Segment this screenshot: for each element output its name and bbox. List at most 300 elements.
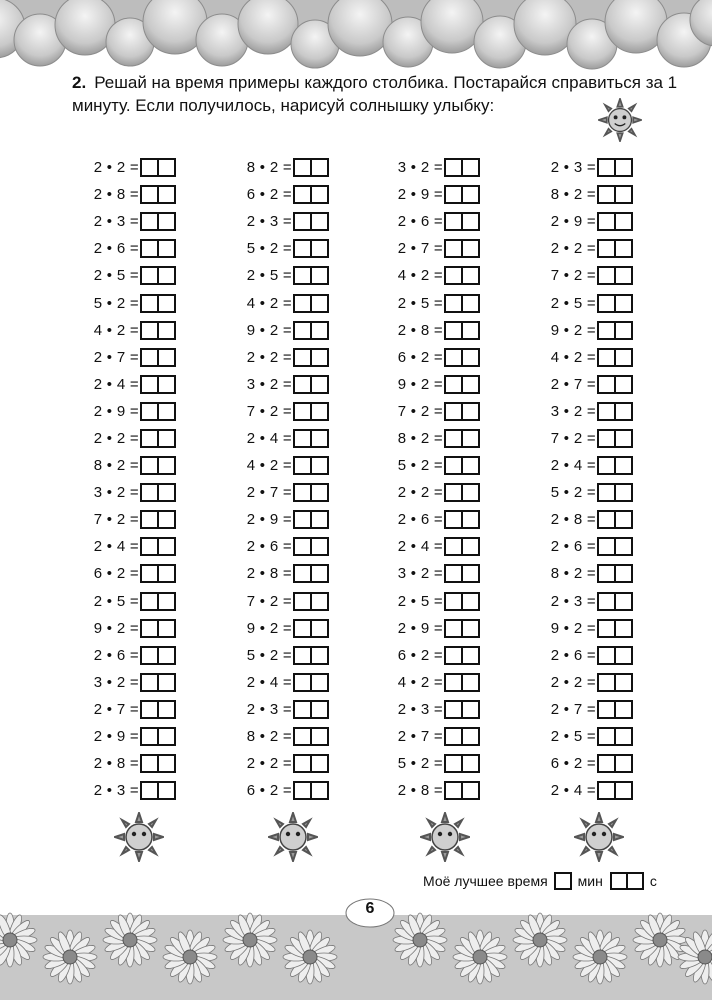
answer-box[interactable] [140, 212, 176, 231]
answer-cell[interactable] [463, 646, 480, 665]
answer-box[interactable] [140, 402, 176, 421]
answer-box[interactable] [444, 321, 480, 340]
answer-cell[interactable] [159, 429, 176, 448]
answer-cell[interactable] [159, 158, 176, 177]
sun-icon[interactable] [420, 812, 470, 862]
answer-box[interactable] [597, 564, 633, 583]
answer-cell[interactable] [444, 185, 463, 204]
answer-cell[interactable] [444, 619, 463, 638]
answer-cell[interactable] [312, 483, 329, 502]
answer-cell[interactable] [293, 348, 312, 367]
answer-cell[interactable] [597, 375, 616, 394]
answer-cell[interactable] [159, 564, 176, 583]
answer-cell[interactable] [312, 700, 329, 719]
answer-cell[interactable] [463, 754, 480, 773]
answer-cell[interactable] [140, 673, 159, 692]
answer-cell[interactable] [293, 158, 312, 177]
answer-box[interactable] [293, 294, 329, 313]
answer-cell[interactable] [293, 429, 312, 448]
answer-box[interactable] [597, 646, 633, 665]
answer-cell[interactable] [444, 592, 463, 611]
answer-box[interactable] [140, 266, 176, 285]
answer-cell[interactable] [463, 483, 480, 502]
answer-box[interactable] [597, 727, 633, 746]
answer-box[interactable] [293, 158, 329, 177]
answer-cell[interactable] [597, 673, 616, 692]
answer-cell[interactable] [444, 375, 463, 394]
answer-box[interactable] [444, 212, 480, 231]
minutes-answer-box[interactable] [554, 872, 572, 890]
answer-cell[interactable] [616, 781, 633, 800]
answer-cell[interactable] [140, 321, 159, 340]
sun-icon[interactable] [268, 812, 318, 862]
answer-cell[interactable] [616, 185, 633, 204]
answer-box[interactable] [444, 375, 480, 394]
answer-box[interactable] [293, 456, 329, 475]
answer-cell[interactable] [159, 294, 176, 313]
answer-cell[interactable] [140, 239, 159, 258]
answer-box[interactable] [140, 564, 176, 583]
answer-cell[interactable] [293, 402, 312, 421]
answer-cell[interactable] [444, 483, 463, 502]
answer-cell[interactable] [140, 158, 159, 177]
answer-cell[interactable] [312, 727, 329, 746]
answer-box[interactable] [293, 727, 329, 746]
answer-cell[interactable] [159, 402, 176, 421]
answer-box[interactable] [140, 456, 176, 475]
answer-cell[interactable] [463, 321, 480, 340]
answer-cell[interactable] [312, 564, 329, 583]
answer-cell[interactable] [610, 872, 628, 890]
answer-cell[interactable] [140, 510, 159, 529]
answer-cell[interactable] [463, 673, 480, 692]
answer-cell[interactable] [444, 158, 463, 177]
answer-box[interactable] [597, 294, 633, 313]
answer-cell[interactable] [616, 592, 633, 611]
answer-cell[interactable] [312, 754, 329, 773]
answer-box[interactable] [293, 266, 329, 285]
answer-cell[interactable] [463, 185, 480, 204]
answer-cell[interactable] [140, 646, 159, 665]
answer-cell[interactable] [444, 754, 463, 773]
answer-box[interactable] [444, 619, 480, 638]
answer-cell[interactable] [293, 294, 312, 313]
answer-cell[interactable] [597, 754, 616, 773]
sun-icon[interactable] [574, 812, 624, 862]
answer-box[interactable] [444, 158, 480, 177]
answer-cell[interactable] [140, 294, 159, 313]
answer-cell[interactable] [293, 483, 312, 502]
answer-cell[interactable] [628, 872, 644, 890]
answer-cell[interactable] [616, 537, 633, 556]
answer-cell[interactable] [616, 456, 633, 475]
answer-box[interactable] [597, 348, 633, 367]
answer-box[interactable] [597, 510, 633, 529]
answer-cell[interactable] [140, 727, 159, 746]
answer-cell[interactable] [159, 212, 176, 231]
answer-cell[interactable] [463, 781, 480, 800]
exercise-expression: 3 • 2 = [246, 375, 292, 393]
answer-cell[interactable] [597, 429, 616, 448]
answer-cell[interactable] [159, 375, 176, 394]
answer-cell[interactable] [312, 781, 329, 800]
answer-box[interactable] [597, 212, 633, 231]
answer-cell[interactable] [159, 266, 176, 285]
answer-cell[interactable] [616, 429, 633, 448]
answer-cell[interactable] [140, 375, 159, 394]
answer-box[interactable] [444, 754, 480, 773]
answer-cell[interactable] [293, 185, 312, 204]
answer-cell[interactable] [293, 646, 312, 665]
answer-cell[interactable] [159, 537, 176, 556]
answer-cell[interactable] [140, 456, 159, 475]
answer-cell[interactable] [463, 456, 480, 475]
answer-cell[interactable] [140, 592, 159, 611]
answer-cell[interactable] [293, 700, 312, 719]
answer-cell[interactable] [616, 266, 633, 285]
answer-cell[interactable] [463, 375, 480, 394]
answer-box[interactable] [444, 294, 480, 313]
answer-box[interactable] [293, 321, 329, 340]
answer-cell[interactable] [616, 564, 633, 583]
answer-cell[interactable] [312, 510, 329, 529]
answer-box[interactable] [293, 212, 329, 231]
answer-cell[interactable] [293, 754, 312, 773]
answer-cell[interactable] [463, 212, 480, 231]
answer-cell[interactable] [159, 185, 176, 204]
answer-box[interactable] [293, 483, 329, 502]
answer-box[interactable] [444, 700, 480, 719]
answer-cell[interactable] [616, 483, 633, 502]
answer-box[interactable] [597, 456, 633, 475]
answer-cell[interactable] [616, 673, 633, 692]
answer-cell[interactable] [444, 564, 463, 583]
answer-cell[interactable] [293, 375, 312, 394]
answer-cell[interactable] [140, 537, 159, 556]
answer-box[interactable] [597, 537, 633, 556]
answer-cell[interactable] [463, 592, 480, 611]
answer-box[interactable] [597, 619, 633, 638]
answer-box[interactable] [140, 592, 176, 611]
answer-cell[interactable] [140, 700, 159, 719]
answer-box[interactable] [140, 239, 176, 258]
answer-box[interactable] [597, 483, 633, 502]
answer-cell[interactable] [463, 158, 480, 177]
answer-cell[interactable] [444, 646, 463, 665]
answer-cell[interactable] [312, 402, 329, 421]
answer-box[interactable] [597, 266, 633, 285]
answer-cell[interactable] [312, 673, 329, 692]
answer-cell[interactable] [293, 727, 312, 746]
seconds-answer-box[interactable] [610, 872, 644, 890]
answer-cell[interactable] [616, 321, 633, 340]
answer-cell[interactable] [444, 429, 463, 448]
answer-cell[interactable] [463, 727, 480, 746]
answer-box[interactable] [597, 239, 633, 258]
answer-cell[interactable] [312, 456, 329, 475]
answer-box[interactable] [140, 673, 176, 692]
answer-cell[interactable] [597, 483, 616, 502]
answer-box[interactable] [444, 429, 480, 448]
answer-cell[interactable] [312, 537, 329, 556]
answer-box[interactable] [293, 781, 329, 800]
answer-cell[interactable] [597, 348, 616, 367]
answer-cell[interactable] [159, 754, 176, 773]
answer-cell[interactable] [616, 754, 633, 773]
answer-cell[interactable] [159, 483, 176, 502]
answer-box[interactable] [140, 348, 176, 367]
answer-cell[interactable] [597, 700, 616, 719]
answer-box[interactable] [444, 646, 480, 665]
answer-box[interactable] [597, 700, 633, 719]
answer-cell[interactable] [597, 456, 616, 475]
answer-cell[interactable] [597, 239, 616, 258]
answer-cell[interactable] [140, 564, 159, 583]
answer-box[interactable] [140, 619, 176, 638]
answer-box[interactable] [140, 321, 176, 340]
answer-cell[interactable] [597, 537, 616, 556]
answer-cell[interactable] [463, 402, 480, 421]
answer-cell[interactable] [597, 212, 616, 231]
answer-cell[interactable] [616, 212, 633, 231]
answer-cell[interactable] [140, 402, 159, 421]
answer-cell[interactable] [159, 619, 176, 638]
exercise-row [86, 723, 236, 750]
answer-cell[interactable] [444, 510, 463, 529]
answer-box[interactable] [444, 510, 480, 529]
answer-cell[interactable] [463, 429, 480, 448]
answer-cell[interactable] [159, 239, 176, 258]
answer-box[interactable] [597, 429, 633, 448]
answer-cell[interactable] [444, 673, 463, 692]
answer-cell[interactable] [597, 294, 616, 313]
answer-cell[interactable] [444, 537, 463, 556]
answer-cell[interactable] [293, 673, 312, 692]
answer-box[interactable] [444, 402, 480, 421]
answer-cell[interactable] [312, 212, 329, 231]
answer-cell[interactable] [616, 727, 633, 746]
answer-box[interactable] [444, 456, 480, 475]
answer-box[interactable] [444, 537, 480, 556]
answer-cell[interactable] [463, 239, 480, 258]
answer-cell[interactable] [312, 185, 329, 204]
answer-cell[interactable] [463, 510, 480, 529]
answer-cell[interactable] [597, 592, 616, 611]
answer-cell[interactable] [616, 294, 633, 313]
answer-cell[interactable] [444, 700, 463, 719]
answer-cell[interactable] [312, 239, 329, 258]
answer-box[interactable] [140, 185, 176, 204]
answer-cell[interactable] [293, 212, 312, 231]
answer-cell[interactable] [312, 348, 329, 367]
answer-cell[interactable] [616, 510, 633, 529]
answer-cell[interactable] [293, 564, 312, 583]
answer-cell[interactable] [444, 348, 463, 367]
answer-cell[interactable] [444, 294, 463, 313]
answer-box[interactable] [293, 402, 329, 421]
answer-cell[interactable] [597, 266, 616, 285]
answer-cell[interactable] [444, 727, 463, 746]
answer-cell[interactable] [616, 619, 633, 638]
answer-cell[interactable] [159, 348, 176, 367]
answer-cell[interactable] [463, 348, 480, 367]
answer-cell[interactable] [140, 348, 159, 367]
answer-cell[interactable] [597, 321, 616, 340]
answer-cell[interactable] [312, 294, 329, 313]
answer-cell[interactable] [616, 239, 633, 258]
answer-cell[interactable] [293, 537, 312, 556]
answer-cell[interactable] [597, 402, 616, 421]
answer-box[interactable] [293, 429, 329, 448]
answer-box[interactable] [597, 781, 633, 800]
answer-cell[interactable] [159, 456, 176, 475]
answer-cell[interactable] [616, 646, 633, 665]
answer-box[interactable] [444, 185, 480, 204]
answer-box[interactable] [140, 294, 176, 313]
answer-cell[interactable] [444, 239, 463, 258]
answer-cell[interactable] [312, 158, 329, 177]
answer-cell[interactable] [616, 348, 633, 367]
answer-cell[interactable] [140, 212, 159, 231]
answer-box[interactable] [597, 185, 633, 204]
answer-box[interactable] [293, 673, 329, 692]
answer-cell[interactable] [444, 781, 463, 800]
answer-box[interactable] [444, 483, 480, 502]
answer-cell[interactable] [312, 646, 329, 665]
answer-box[interactable] [293, 646, 329, 665]
answer-box[interactable] [293, 185, 329, 204]
answer-cell[interactable] [312, 375, 329, 394]
answer-cell[interactable] [293, 321, 312, 340]
answer-box[interactable] [444, 239, 480, 258]
answer-cell[interactable] [597, 646, 616, 665]
answer-cell[interactable] [293, 239, 312, 258]
answer-box[interactable] [444, 592, 480, 611]
answer-cell[interactable] [140, 781, 159, 800]
answer-box[interactable] [597, 375, 633, 394]
answer-cell[interactable] [616, 375, 633, 394]
answer-box[interactable] [140, 158, 176, 177]
answer-box[interactable] [293, 592, 329, 611]
answer-cell[interactable] [293, 592, 312, 611]
answer-box[interactable] [444, 781, 480, 800]
answer-cell[interactable] [159, 646, 176, 665]
answer-cell[interactable] [293, 619, 312, 638]
answer-cell[interactable] [597, 619, 616, 638]
answer-box[interactable] [140, 754, 176, 773]
answer-box[interactable] [293, 754, 329, 773]
answer-cell[interactable] [444, 266, 463, 285]
answer-box[interactable] [597, 592, 633, 611]
answer-box[interactable] [293, 510, 329, 529]
answer-box[interactable] [140, 375, 176, 394]
answer-cell[interactable] [159, 321, 176, 340]
answer-cell[interactable] [312, 429, 329, 448]
answer-cell[interactable] [554, 872, 572, 890]
answer-box[interactable] [444, 266, 480, 285]
answer-cell[interactable] [463, 564, 480, 583]
answer-cell[interactable] [293, 781, 312, 800]
answer-cell[interactable] [597, 781, 616, 800]
answer-box[interactable] [293, 700, 329, 719]
answer-cell[interactable] [463, 700, 480, 719]
answer-cell[interactable] [312, 619, 329, 638]
answer-cell[interactable] [597, 158, 616, 177]
answer-cell[interactable] [597, 510, 616, 529]
answer-cell[interactable] [312, 321, 329, 340]
answer-cell[interactable] [159, 510, 176, 529]
answer-cell[interactable] [463, 537, 480, 556]
answer-cell[interactable] [312, 592, 329, 611]
answer-cell[interactable] [463, 619, 480, 638]
answer-box[interactable] [597, 402, 633, 421]
answer-box[interactable] [597, 754, 633, 773]
answer-box[interactable] [444, 673, 480, 692]
answer-box[interactable] [293, 375, 329, 394]
answer-cell[interactable] [140, 619, 159, 638]
answer-box[interactable] [597, 673, 633, 692]
answer-cell[interactable] [444, 456, 463, 475]
answer-box[interactable] [140, 646, 176, 665]
answer-cell[interactable] [312, 266, 329, 285]
answer-box[interactable] [293, 348, 329, 367]
answer-cell[interactable] [444, 402, 463, 421]
answer-box[interactable] [140, 429, 176, 448]
answer-box[interactable] [140, 537, 176, 556]
answer-box[interactable] [293, 537, 329, 556]
answer-cell[interactable] [159, 592, 176, 611]
answer-cell[interactable] [293, 456, 312, 475]
answer-box[interactable] [293, 239, 329, 258]
answer-box[interactable] [444, 348, 480, 367]
answer-box[interactable] [293, 619, 329, 638]
answer-box[interactable] [597, 321, 633, 340]
answer-box[interactable] [140, 781, 176, 800]
answer-box[interactable] [140, 510, 176, 529]
answer-cell[interactable] [616, 700, 633, 719]
answer-box[interactable] [444, 564, 480, 583]
answer-cell[interactable] [463, 266, 480, 285]
answer-cell[interactable] [597, 185, 616, 204]
answer-box[interactable] [597, 158, 633, 177]
answer-cell[interactable] [159, 673, 176, 692]
exercise-row [86, 506, 236, 533]
answer-box[interactable] [444, 727, 480, 746]
answer-box[interactable] [293, 564, 329, 583]
answer-box[interactable] [140, 483, 176, 502]
answer-cell[interactable] [293, 266, 312, 285]
answer-box[interactable] [140, 727, 176, 746]
answer-cell[interactable] [444, 321, 463, 340]
answer-cell[interactable] [616, 402, 633, 421]
answer-cell[interactable] [159, 700, 176, 719]
answer-cell[interactable] [597, 564, 616, 583]
answer-cell[interactable] [444, 212, 463, 231]
answer-cell[interactable] [140, 185, 159, 204]
answer-cell[interactable] [293, 510, 312, 529]
answer-cell[interactable] [597, 727, 616, 746]
answer-cell[interactable] [140, 429, 159, 448]
answer-cell[interactable] [159, 727, 176, 746]
answer-cell[interactable] [140, 483, 159, 502]
answer-cell[interactable] [140, 266, 159, 285]
answer-box[interactable] [140, 700, 176, 719]
answer-cell[interactable] [616, 158, 633, 177]
answer-cell[interactable] [159, 781, 176, 800]
answer-cell[interactable] [140, 754, 159, 773]
answer-cell[interactable] [463, 294, 480, 313]
sun-icon[interactable] [114, 812, 164, 862]
